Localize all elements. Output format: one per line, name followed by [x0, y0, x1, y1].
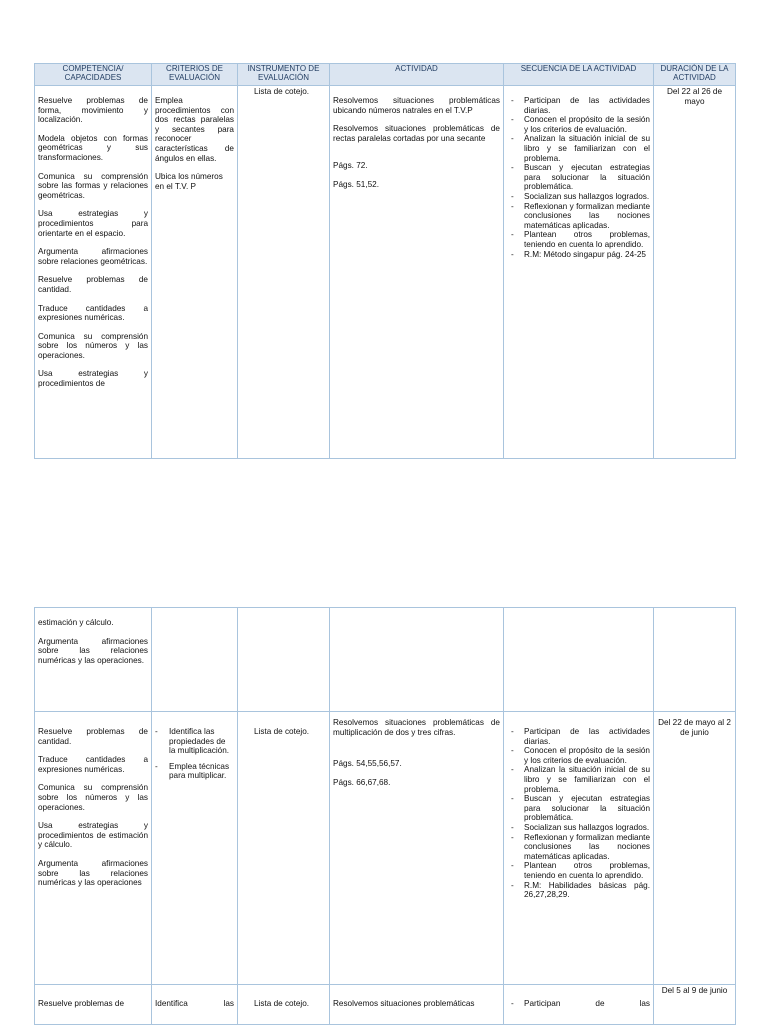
competencia-item: Traduce cantidades a expresiones numéricas.	[38, 755, 148, 774]
header-secuencia: SECUENCIA DE LA ACTIVIDAD	[504, 64, 654, 86]
pages-ref: Págs. 54,55,56,57.	[333, 759, 402, 769]
competencia-item: Resuelve problemas de cantidad.	[38, 727, 148, 746]
criterio-item: Identifica las	[155, 999, 234, 1008]
list-item: - Reflexionan y formalizan mediante conclusiones las nociones matemáticas aplicadas.	[507, 202, 650, 231]
header-row	[35, 64, 736, 86]
table-row	[35, 712, 736, 985]
list-item: - Socializan sus hallazgos logrados.	[507, 823, 650, 833]
list-item: - Analizan la situación inicial de su libro y se familiarizan con el problema.	[507, 134, 650, 163]
duracion-text: Del 5 al 9 de junio	[661, 986, 728, 995]
instrumento-cell	[238, 86, 330, 459]
competencia-item: Comunica su comprensión sobre los números y las operaciones.	[38, 783, 148, 812]
competencia-item: Comunica su comprensión sobre las formas y relaciones geométricas.	[38, 171, 148, 200]
criterio-item: Ubica los números en el T.V. P	[155, 172, 223, 191]
pages-ref: Págs. 72.	[333, 161, 368, 171]
actividad-cell	[330, 985, 504, 1025]
header-criterios: CRITERIOS DE EVALUACIÓN	[152, 64, 238, 86]
competencia-item: Usa estrategias y procedimientos de	[38, 369, 148, 389]
pages-ref: Págs. 66,67,68.	[333, 777, 391, 787]
secuencia-cell	[504, 985, 654, 1025]
instrumento-text: Lista de cotejo.	[254, 999, 310, 1008]
empty-cell	[330, 608, 504, 712]
table-row	[35, 608, 736, 712]
duracion-text: Del 22 al 26 de mayo	[666, 87, 723, 106]
actividad-item: Resolvemos situaciones problemáticas de rectas paralelas cortadas por una secante	[333, 124, 500, 143]
competencia-item: Resuelve problemas de	[38, 999, 125, 1008]
empty-cell	[238, 608, 330, 712]
competencia-item: Resuelve problemas de forma, movimiento y localización.	[38, 96, 148, 125]
criterios-cell	[152, 86, 238, 459]
secuencia-cell	[504, 86, 654, 459]
competencias-cell	[35, 985, 152, 1025]
list-item: - Participan de las	[507, 999, 650, 1009]
header-actividad: ACTIVIDAD	[330, 64, 504, 86]
empty-cell	[504, 608, 654, 712]
list-item: - Analizan la situación inicial de su libro y se familiarizan con el problema.	[507, 765, 650, 794]
empty-cell	[654, 608, 736, 712]
planning-table-page-1	[34, 63, 736, 459]
header-duracion: DURACIÓN DE LA ACTIVIDAD	[654, 64, 736, 86]
list-item: - Emplea técnicas para multiplicar.	[155, 762, 234, 781]
competencia-item: Modela objetos con formas geométricas y sus transformaciones.	[38, 133, 148, 162]
actividad-item: Resolvemos situaciones problemáticas de multiplicación de dos y tres cifras.	[333, 718, 500, 737]
secuencia-list	[507, 999, 650, 1009]
header-instrumento: INSTRUMENTO DE EVALUACIÓN	[238, 64, 330, 86]
planning-table-page-2	[34, 607, 736, 1025]
header-competencia: COMPETENCIA/ CAPACIDADES	[35, 64, 152, 86]
duracion-cell	[654, 712, 736, 985]
actividad-item: Resolvemos situaciones problemáticas	[333, 999, 475, 1008]
competencia-item: Traduce cantidades a expresiones numéricas.	[38, 303, 148, 323]
list-item: - Participan de las actividades diarias.	[507, 96, 650, 115]
list-item: - R.M: Habilidades básicas pág. 26,27,28,29.	[507, 881, 650, 900]
instrumento-cell	[238, 985, 330, 1025]
competencia-item: Usa estrategias y procedimientos para orientarte en el espacio.	[38, 209, 148, 238]
instrumento-text: Lista de cotejo.	[254, 87, 310, 96]
list-item: - Plantean otros problemas, teniendo en cuenta lo aprendido.	[507, 230, 650, 249]
list-item: - Buscan y ejecutan estrategias para solucionar la situación problemática.	[507, 794, 650, 823]
competencia-item: Resuelve problemas de cantidad.	[38, 275, 148, 294]
actividad-cell	[330, 712, 504, 985]
duracion-cell	[654, 86, 736, 459]
list-item: - Plantean otros problemas, teniendo en cuenta lo aprendido.	[507, 861, 650, 880]
empty-cell	[152, 608, 238, 712]
secuencia-list	[507, 96, 650, 259]
competencia-item: estimación y cálculo.	[38, 618, 114, 627]
table-row	[35, 86, 736, 459]
competencia-item: Argumenta afirmaciones sobre relaciones geométricas.	[38, 247, 148, 266]
list-item: - Conocen el propósito de la sesión y los criterios de evaluación.	[507, 746, 650, 765]
actividad-cell	[330, 86, 504, 459]
pages-ref: Págs. 51,52.	[333, 179, 379, 189]
competencias-cell	[35, 608, 152, 712]
criterios-cell	[152, 985, 238, 1025]
list-item: - R.M: Método singapur pág. 24-25	[507, 250, 650, 260]
duracion-cell	[654, 985, 736, 1025]
competencia-item: Argumenta afirmaciones sobre las relaciones numéricas y las operaciones	[38, 858, 148, 888]
criterio-item: Emplea procedimientos con dos rectas paralelas y secantes para reconocer características de ángulos en ellas.	[155, 96, 234, 163]
duracion-text: Del 22 de mayo al 2 de junio	[658, 718, 731, 737]
competencias-cell	[35, 712, 152, 985]
competencias-cell	[35, 86, 152, 459]
instrumento-cell	[238, 712, 330, 985]
competencia-item: Comunica su comprensión sobre los números y las operaciones.	[38, 331, 148, 360]
actividad-item: Resolvemos situaciones problemáticas ubicando números natrales en el T.V.P	[333, 96, 500, 115]
list-item: - Participan de las actividades diarias.	[507, 727, 650, 746]
list-item: - Socializan sus hallazgos logrados.	[507, 192, 650, 202]
secuencia-cell	[504, 712, 654, 985]
list-item: - Reflexionan y formalizan mediante conclusiones las nociones matemáticas aplicadas.	[507, 833, 650, 862]
list-item: - Identifica las propiedades de la multiplicación.	[155, 727, 234, 756]
instrumento-text: Lista de cotejo.	[254, 727, 310, 736]
table-row	[35, 985, 736, 1025]
criterios-cell	[152, 712, 238, 985]
criterios-list	[155, 727, 234, 781]
secuencia-list	[507, 727, 650, 900]
list-item: - Conocen el propósito de la sesión y los criterios de evaluación.	[507, 115, 650, 134]
list-item: - Buscan y ejecutan estrategias para solucionar la situación problemática.	[507, 163, 650, 192]
competencia-item: Usa estrategias y procedimientos de estimación y cálculo.	[38, 821, 148, 850]
competencia-item: Argumenta afirmaciones sobre las relaciones numéricas y las operaciones.	[38, 636, 148, 665]
